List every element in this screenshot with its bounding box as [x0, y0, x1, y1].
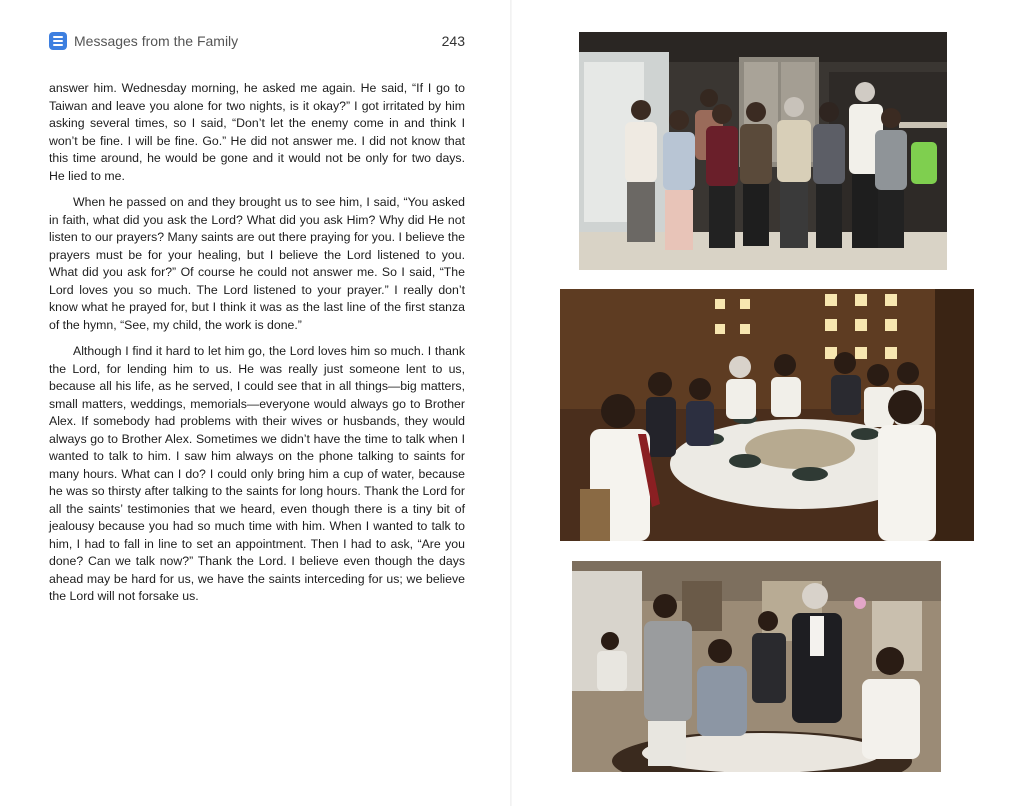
paragraph: Although I find it hard to let him go, the Lord loves him so much. I thank the Lord, for lending him to us. He was really just someone lent to us, because all his life, as he served, I could see that in all things—big matters, small matters, weddings, memorials—everyone would always go to Brother Alex. If somebody had problems with their wives or husbands, they would always go to Brother Alex. Sometimes we didn’t have the time to talk when I wanted to talk to him. I saw him always on the phone talking to saints for many hours. What can I do? I could only bring him a cup of water, because he was so thirsty after talking to the saints for long hours. Thank the Lord for all the saints’ testimonies that we heard, even though there is a tiny bit of jealousy because you had so much time with him. When I wanted to talk to him, I had to fall in line to set an appointment. Then I had to ask, “Are you done? Can we talk now?” Thank the Lord. I believe even though the days ahead may be hard for us, we have the saints interceding for us; we believe the Lord will not forsake us.: [49, 344, 465, 603]
group-photo-lobby: [579, 32, 947, 270]
book-icon: [49, 32, 67, 50]
group-photo-restaurant: [572, 561, 941, 772]
body-text: [49, 80, 465, 615]
group-photo-dinner-table: [560, 289, 974, 541]
page-number: 243: [441, 33, 465, 49]
paragraph: answer him. Wednesday morning, he asked me again. He said, “If I go to Taiwan and leave you alone for two nights, is it okay?” I got irritated by him asking several times, so I said, “Don’t let the enemy come in and think I won’t be fine. I will be fine. Go.” He did not answer me. I did not know that this time around, he would be gone and it would not be only for two days. He lied to me.: [49, 81, 465, 183]
chapter-title: Messages from the Family: [74, 33, 239, 49]
page-header: [49, 30, 465, 52]
paragraph: When he passed on and they brought us to see him, I said, “You asked in faith, what did you ask the Lord? What did you ask Him? Why did He not listen to our prayers? Many saints are out there praying for you. I believe the prayers must be for your healing, but I believe the Lord listened to you. What did you ask for?” Of course he could not answer me. So I said, “The Lord loves you so much. The Lord listened to your prayer.” I really don’t know what he prayed for, but I think it was as the last line of the first stanza of the hymn, “See, my child, the work is done.”: [49, 195, 465, 332]
